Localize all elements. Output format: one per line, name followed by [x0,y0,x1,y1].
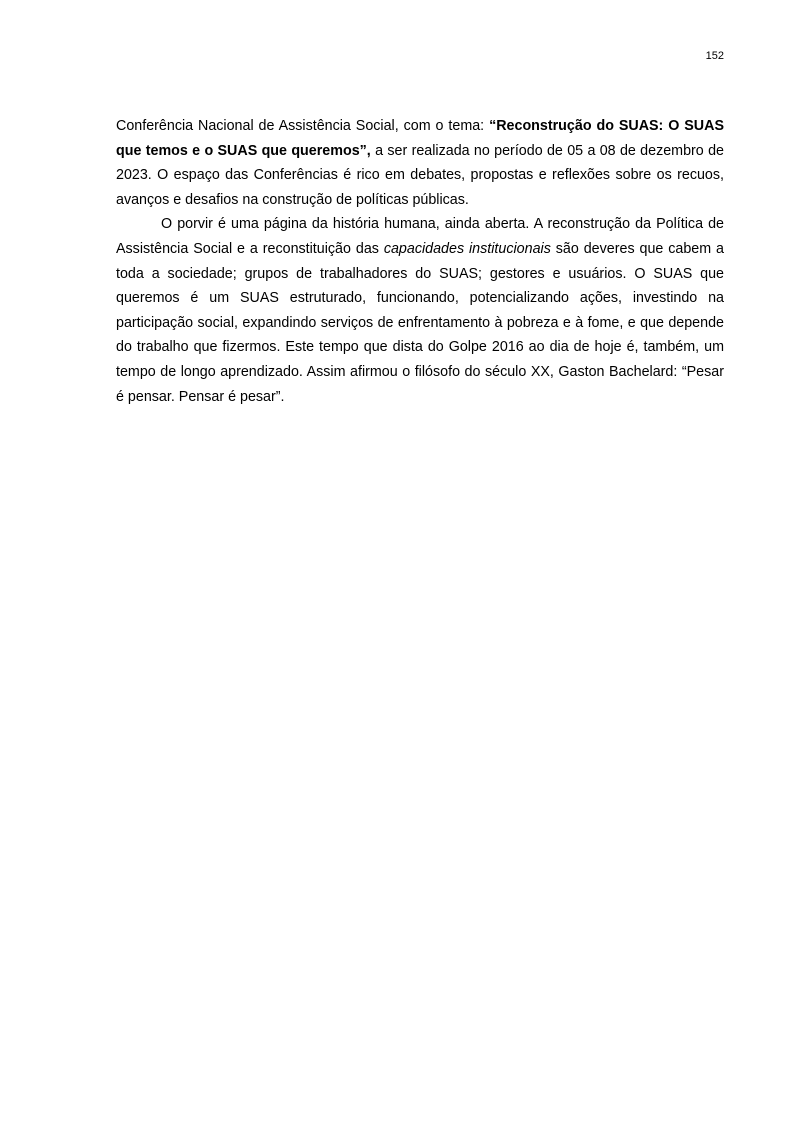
paragraph-1-text-start: Conferência Nacional de Assistência Social, com o tema: [116,118,490,134]
paragraph-2 [116,212,724,409]
page-number: 152 [705,50,724,62]
conference-theme-bold: “Reconstrução do SUAS: O SUAS que temos e o SUAS que queremos”, [116,118,724,159]
paragraph-1-text-end: a ser realizada no período de 05 a 08 de dezembro de 2023. O espaço das Conferências é rico em debates, propostas e reflexões sobre os recuos, avanços e desafios na construção de políticas públicas. [116,142,724,208]
document-body [116,114,724,409]
institutional-capacities-italic: capacidades institucionais [383,240,551,257]
paragraph-2-text-start: O porvir é uma página da história humana, ainda aberta. A reconstrução da Política de Assistência Social e a reconstituição das [116,216,724,257]
paragraph-1 [116,114,724,212]
paragraph-2-text-end: são deveres que cabem a toda a sociedade; grupos de trabalhadores do SUAS; gestores e usuários. O SUAS que queremos é um SUAS estruturado, funcionando, potencializando ações, investindo na participação social, expandindo serviços de enfrentamento à pobreza e à fome, e que depende do trabalho que fizermos. Este tempo que dista do Golpe 2016 ao dia de hoje é, também, um tempo de longo aprendizado. Assim afirmou o filósofo do século XX, Gaston Bachelard: “Pesar é pensar. Pensar é pesar”. [116,240,725,405]
